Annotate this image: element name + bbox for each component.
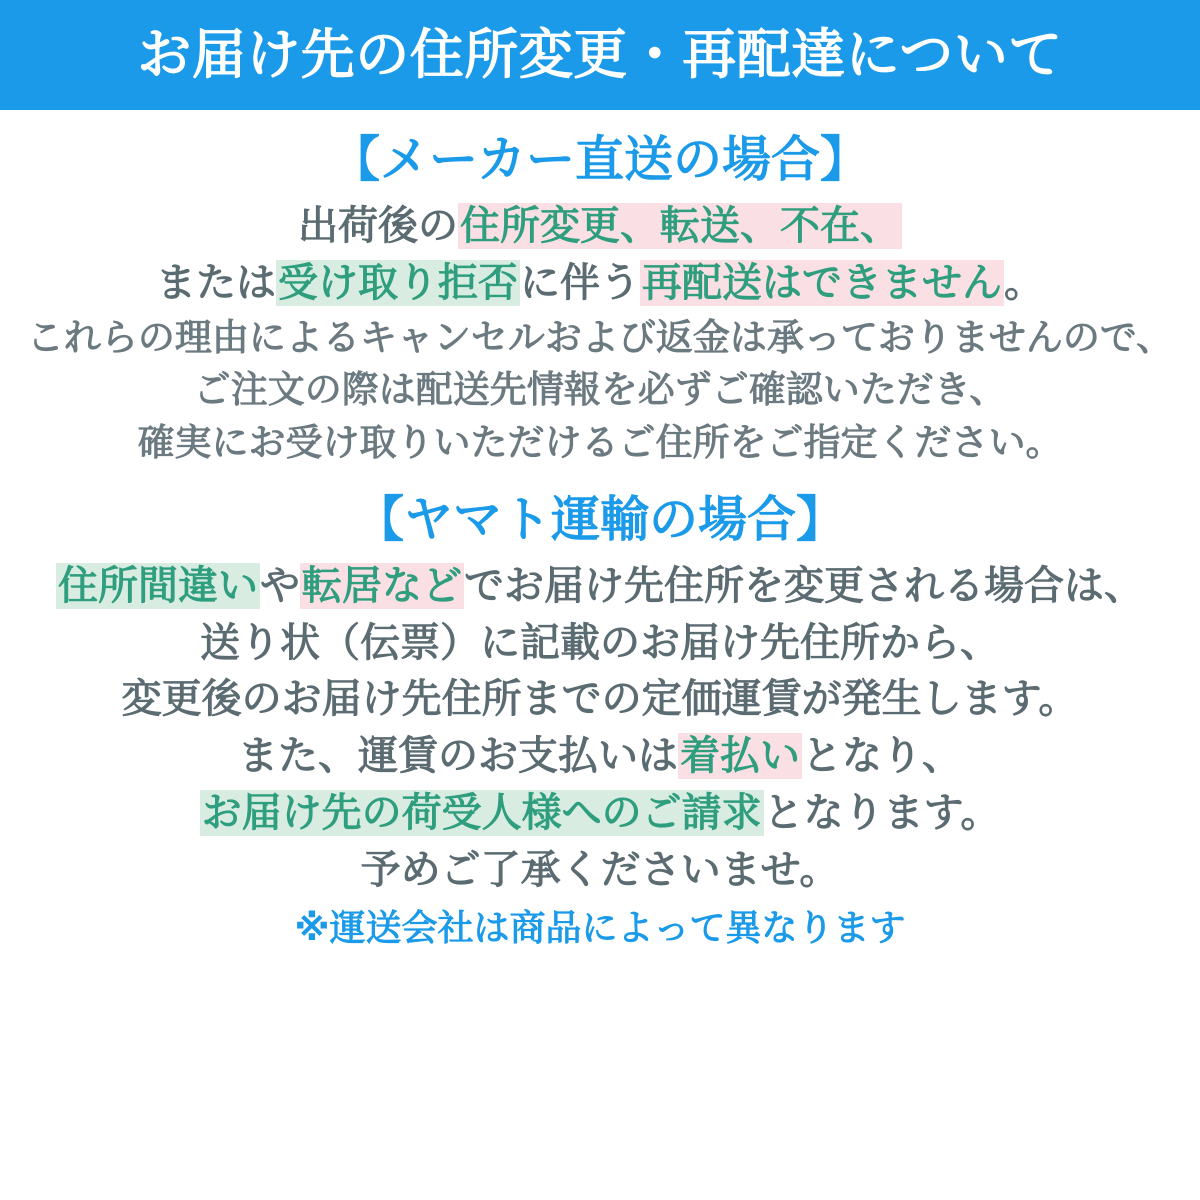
text-plain: 。 [1004, 260, 1044, 307]
highlight-green: お届け先の荷受人様へのご請求 [201, 790, 762, 837]
text-plain: 出荷後の [298, 203, 458, 250]
highlight-pink: 住所変更、転送、不在、 [460, 203, 900, 250]
text-plain: となり、 [802, 733, 962, 780]
maker-line-2 [10, 255, 1190, 312]
highlight-pink: 再配送はできません [642, 260, 1002, 307]
section-yamato [0, 492, 1200, 899]
page-title: お届け先の住所変更・再配達について [137, 23, 1063, 86]
yamato-line-1 [10, 558, 1190, 615]
text-plain: に伴う [520, 260, 640, 307]
section-maker-direct [0, 132, 1200, 470]
highlight-pink: 着払い [680, 733, 800, 780]
highlight-green: 受け取り拒否 [278, 260, 518, 307]
highlight-green: 住所間違い [58, 562, 258, 609]
maker-line-5: 確実にお受け取りいただけるご住所をご指定ください。 [137, 421, 1063, 464]
yamato-line-4 [10, 728, 1190, 785]
header-banner [0, 0, 1200, 110]
text-plain: となります。 [763, 790, 1001, 837]
maker-line-4: ご注文の際は配送先情報を必ずご確認いただき、 [193, 368, 1007, 412]
maker-line-1 [10, 198, 1190, 255]
section-heading-yamato: 【ヤマト運輸の場合】 [354, 490, 845, 548]
yamato-line-5 [10, 785, 1190, 842]
text-plain: でお届け先住所を変更される場合は、 [464, 562, 1144, 609]
section-heading-maker: 【メーカー直送の場合】 [330, 131, 870, 188]
text-plain: または [156, 260, 276, 307]
highlight-pink: 転居など [302, 562, 462, 609]
text-plain: や [260, 562, 300, 609]
maker-line-3: これらの理由によるキャンセルおよび返金は承っておりませんので、 [26, 315, 1174, 359]
yamato-line-2: 送り状（伝票）に記載のお届け先住所から、 [200, 619, 1000, 666]
yamato-line-6: 予めご了承くださいませ。 [360, 846, 840, 893]
footer-note: ※運送会社は商品によって異なります [294, 907, 906, 949]
text-plain: また、運賃のお支払いは [238, 733, 678, 780]
yamato-line-3: 変更後のお届け先住所までの定価運賃が発生します。 [121, 676, 1079, 723]
